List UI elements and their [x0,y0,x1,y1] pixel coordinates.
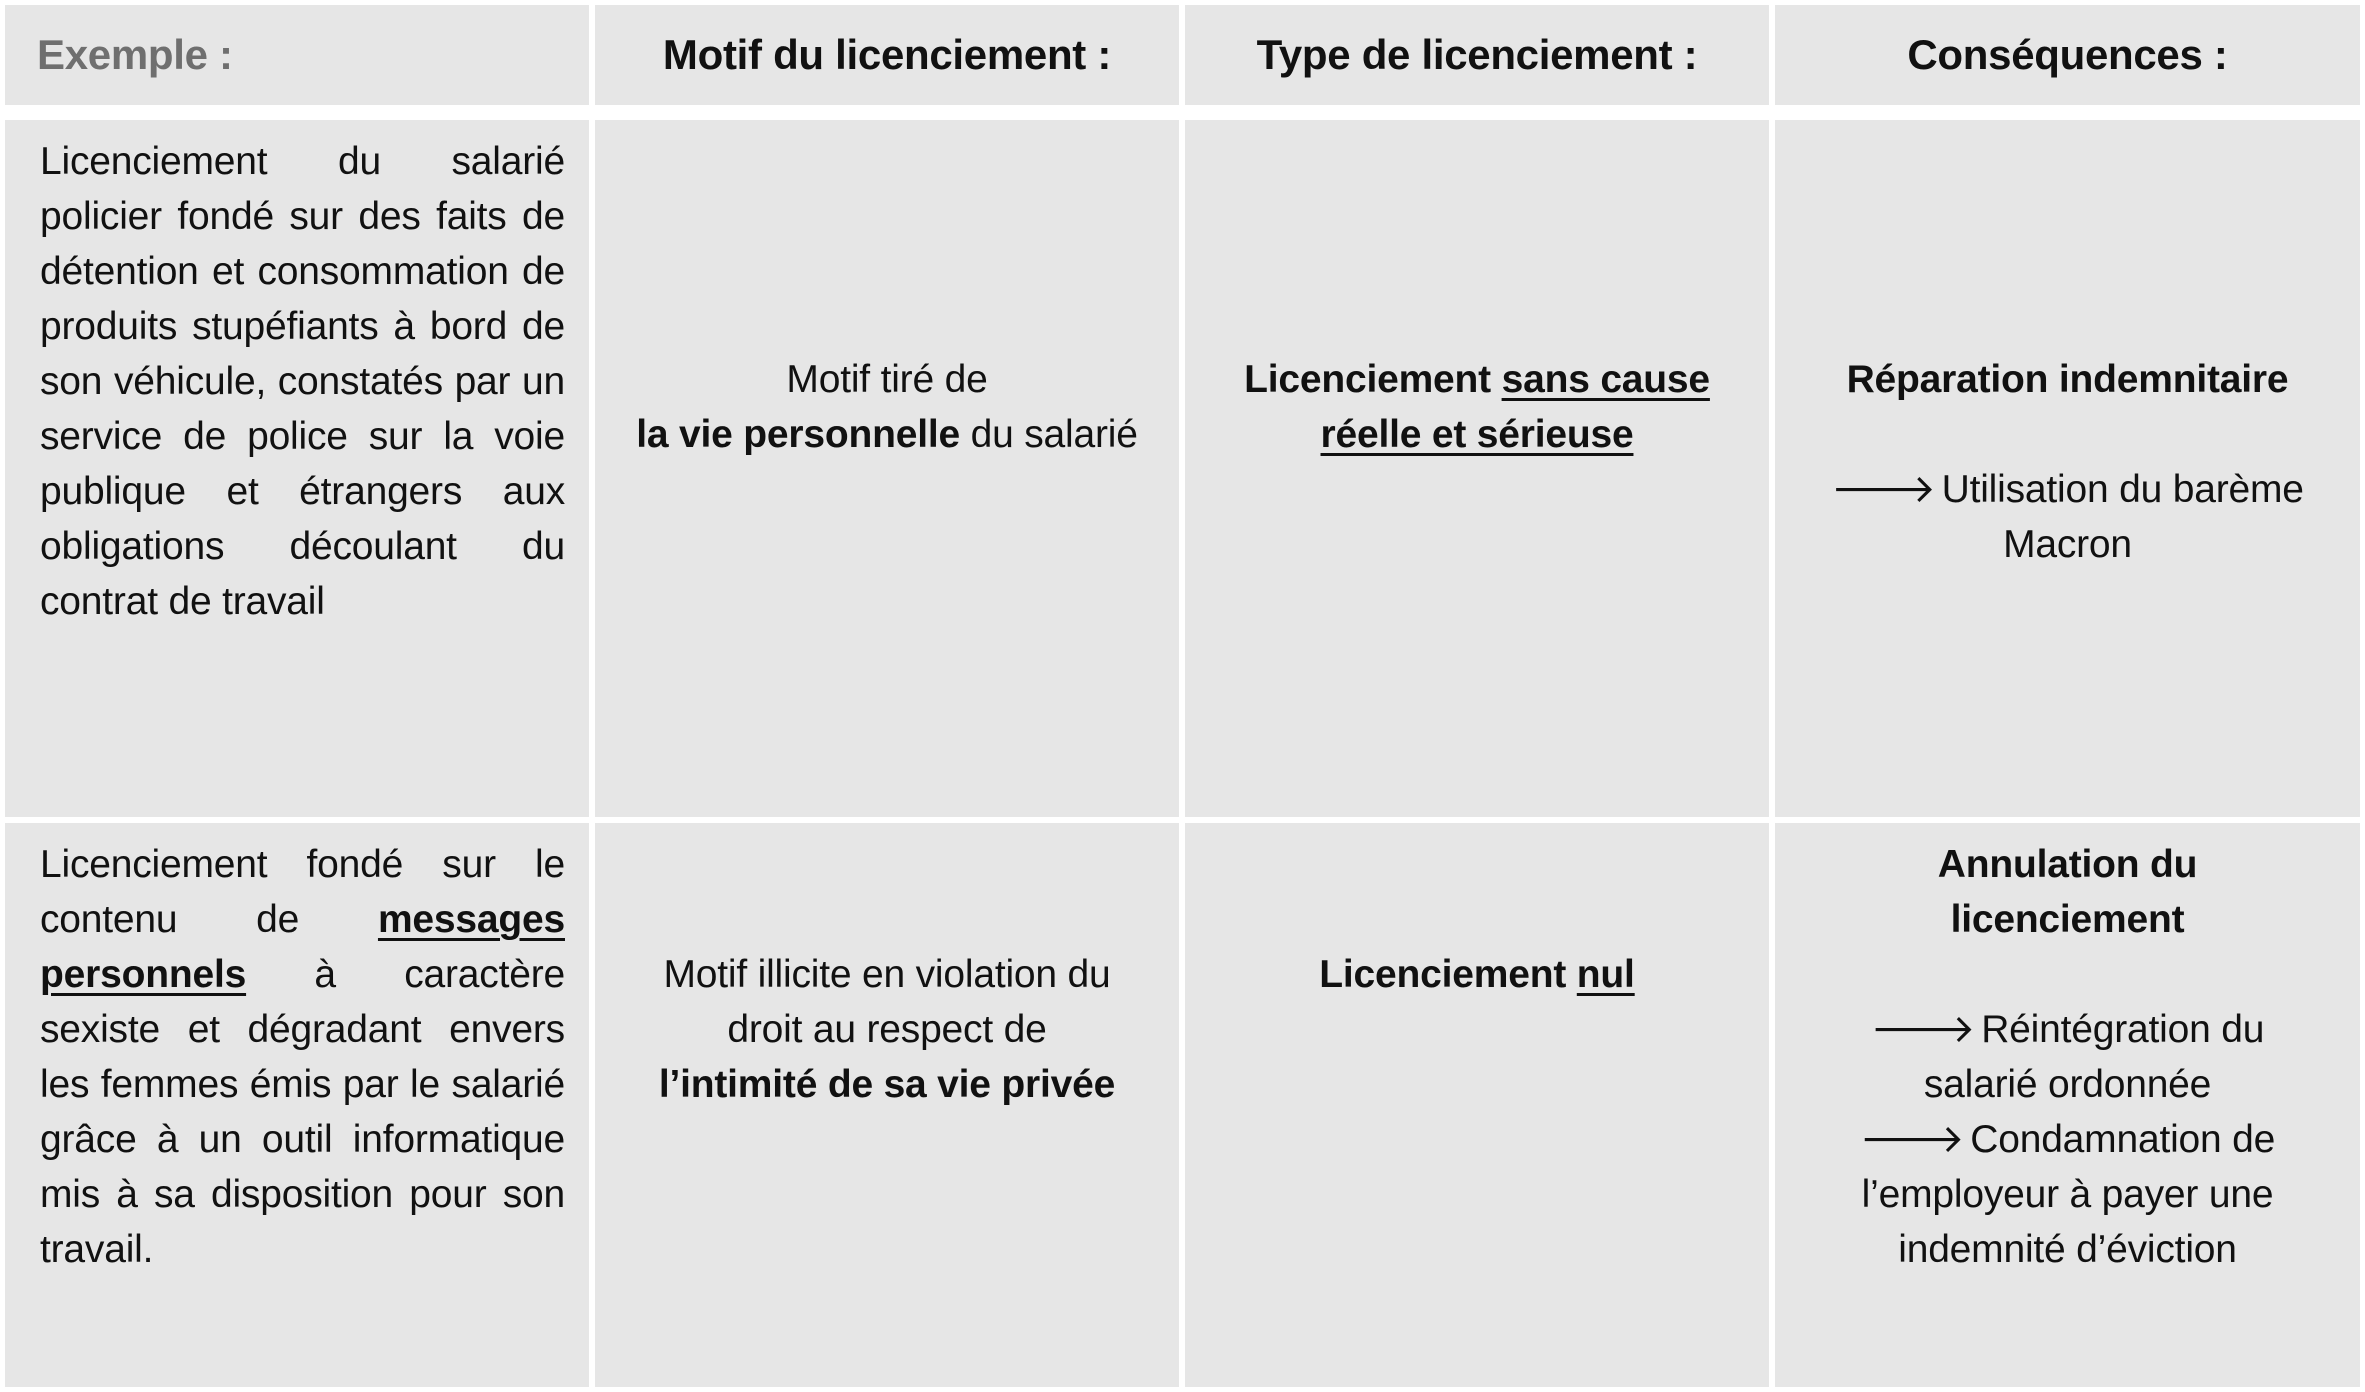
row1-motif-part2: du salarié [959,413,1138,456]
row1-example-text: Licenciement du salarié policier fondé sur des faits de détention et consommation de produits stupéfiants à bord de son véhicule, constatés par un service de police sur la voie publique et étrangers aux obligations découlant du contrat de travail [40,140,565,623]
row2-consequence-item-1 [1805,1002,2330,1112]
row2-type-text [1185,947,1769,1002]
arrow-right-icon: 🡒 [1859,1118,1965,1161]
row2-example-text [40,837,565,1277]
row2-type-qualifier: nul [1576,953,1635,996]
row1-consequences-title: Réparation indemnitaire [1846,358,2289,401]
arrow-right-icon: 🡒 [1831,468,1936,511]
header-consequences-label: Conséquences : [1907,31,2228,78]
row2-example-part1: Licenciement fondé sur le contenu de [40,843,565,941]
row1-motif-part1: Motif tiré de [786,358,988,401]
row2-motif-text [625,947,1149,1112]
row2-consequence-item-2 [1805,1112,2330,1277]
row1-type-text [1225,352,1729,462]
row1-consequences-text [1825,352,2310,572]
row2-example-emphasis: messages personnels [40,898,565,996]
header-example-label: Exemple : [37,31,233,78]
row1-motif-text [595,352,1179,462]
row1-consequences-cell [1775,120,2360,817]
row2-example-part2: à caractère sexiste et dégradant envers les femmes émis par le salarié grâce à un outil informatique mis à sa disposition pour son travail. [40,953,565,1271]
header-motif [595,5,1179,105]
row2-consequences-title: Annulation du licenciement [1937,843,2198,941]
header-example [5,5,589,105]
row1-consequence-item-text: Utilisation du barème Macron [1941,468,2304,566]
row2-consequence-item-2-text: Condamnation de l’employeur à payer une indemnité d’éviction [1861,1118,2276,1271]
row1-example-cell [5,120,589,817]
row2-motif-part1: Motif illicite en violation du droit au respect de [663,953,1111,1051]
row2-motif-emphasis: l’intimité de sa vie privée [658,1063,1116,1106]
header-type-label: Type de licenciement : [1256,31,1698,78]
header-motif-label: Motif du licenciement : [662,31,1112,78]
row1-consequence-item [1825,462,2310,572]
row2-consequence-item-1-text: Réintégration du salarié ordonnée [1923,1008,2265,1106]
row1-type-part1: Licenciement [1244,358,1502,401]
row2-example-cell [5,823,589,1387]
row1-type-qualifier: sans cause réelle et sérieuse [1320,358,1710,456]
header-consequences [1775,5,2360,105]
row1-motif-emphasis: la vie personnelle [636,413,960,456]
row2-type-part1: Licenciement [1319,953,1577,996]
row1-motif-cell [595,120,1179,817]
row1-type-cell [1185,120,1769,817]
row2-type-cell [1185,823,1769,1387]
row2-consequences-text [1805,837,2330,1277]
arrow-right-icon: 🡒 [1870,1008,1976,1051]
row2-consequences-cell [1775,823,2360,1387]
header-type [1185,5,1769,105]
row2-motif-cell [595,823,1179,1387]
